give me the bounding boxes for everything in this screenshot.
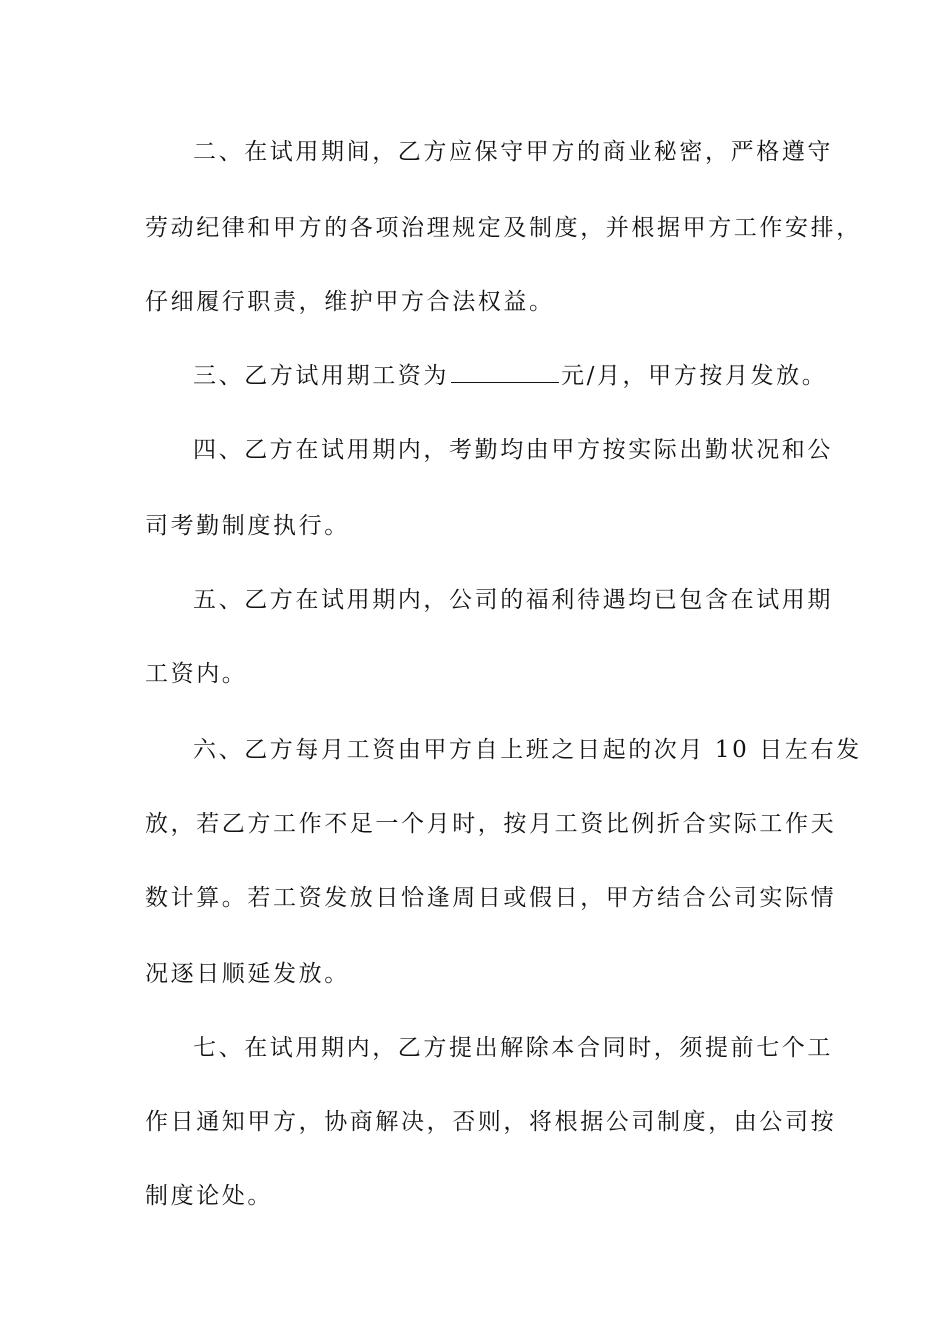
clause-7-line-2: 作日通知甲方，协商解决，否则，将根据公司制度，由公司按 — [145, 1109, 837, 1135]
salary-blank — [451, 381, 559, 383]
clause-2-line-3: 仔细履行职责，维护甲方合法权益。 — [145, 289, 555, 315]
clause-3-text-after-blank: 元/月，甲方按月发放。 — [561, 363, 828, 389]
clause-6-line-3: 数计算。若工资发放日恰逢周日或假日，甲方结合公司实际情 — [145, 885, 837, 911]
clause-6-line-2: 放，若乙方工作不足一个月时，按月工资比例折合实际工作天 — [145, 811, 837, 837]
clause-5-line-1: 五、乙方在试用期内，公司的福利待遇均已包含在试用期 — [193, 587, 833, 613]
clause-3-line-1 — [193, 356, 873, 396]
clause-7-line-1: 七、在试用期内，乙方提出解除本合同时，须提前七个工 — [193, 1035, 833, 1061]
clause-7-line-3: 制度论处。 — [145, 1183, 273, 1209]
clause-6-line-1: 六、乙方每月工资由甲方自上班之日起的次月 10 日左右发 — [193, 737, 862, 763]
clause-2-line-1: 二、在试用期间，乙方应保守甲方的商业秘密，严格遵守 — [193, 139, 833, 165]
clause-3-text-before-blank: 三、乙方试用期工资为 — [193, 363, 449, 389]
clause-2-line-2: 劳动纪律和甲方的各项治理规定及制度，并根据甲方工作安排， — [145, 215, 862, 241]
clause-4-line-1: 四、乙方在试用期内，考勤均由甲方按实际出勤状况和公 — [193, 437, 833, 463]
clause-4-line-2: 司考勤制度执行。 — [145, 513, 350, 539]
clause-6-line-4: 况逐日顺延发放。 — [145, 961, 350, 987]
clause-5-line-2: 工资内。 — [145, 661, 248, 687]
